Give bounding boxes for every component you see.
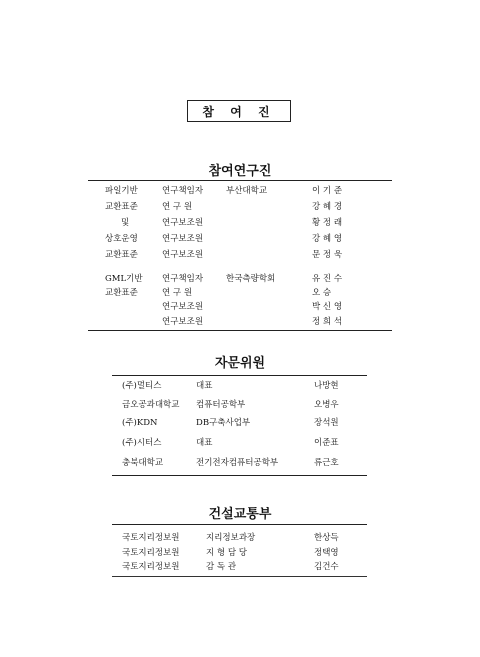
advisory-heading: 자문위원 [214, 356, 266, 371]
ministry-position: 지 형 담 당 [206, 548, 247, 558]
research-role: 연 구 원 [162, 288, 193, 298]
research-name: 이 기 준 [312, 186, 343, 196]
ministry-top-rule [112, 524, 367, 525]
ministry-name: 김건수 [314, 562, 339, 572]
ministry-heading: 건설교통부 [208, 507, 272, 522]
advisory-name: 류근호 [314, 458, 339, 468]
research-group: GML기반 [105, 274, 143, 284]
advisory-position: 컴퓨터공학부 [196, 400, 246, 410]
page-title: 참 여 진 [187, 100, 291, 122]
ministry-org: 국토지리정보원 [122, 533, 180, 543]
research-team-top-rule [88, 180, 392, 181]
research-role: 연구보조원 [162, 250, 204, 260]
research-org: 부산대학교 [226, 186, 268, 196]
advisory-name: 이준표 [314, 438, 339, 448]
research-group: 교환표준 [105, 288, 138, 298]
research-group: 파일기반 [105, 186, 138, 196]
research-org: 한국측량학회 [226, 274, 276, 284]
advisory-org: 금오공과대학교 [122, 400, 180, 410]
advisory-name: 오병우 [314, 400, 339, 410]
advisory-position: DB구축사업부 [196, 418, 251, 428]
ministry-position: 지리정보과장 [206, 533, 256, 543]
research-role: 연구책임자 [162, 186, 204, 196]
research-role: 연구보조원 [162, 218, 204, 228]
research-team-bottom-rule [88, 330, 392, 331]
advisory-position: 대표 [196, 438, 213, 448]
research-name: 유 진 수 [312, 274, 343, 284]
research-name: 황 정 래 [312, 218, 343, 228]
advisory-name: 장석원 [314, 418, 339, 428]
advisory-name: 나방현 [314, 381, 339, 391]
research-role: 연구보조원 [162, 234, 204, 244]
ministry-position: 감 독 관 [206, 562, 237, 572]
advisory-org: (주)KDN [122, 418, 158, 428]
research-name: 강 혜 경 [312, 202, 343, 212]
research-role: 연 구 원 [162, 202, 193, 212]
research-name: 오 승 [312, 288, 332, 298]
research-group: 교환표준 [105, 202, 138, 212]
research-group: 교환표준 [105, 250, 138, 260]
ministry-org: 국토지리정보원 [122, 562, 180, 572]
advisory-org: (주)멀티스 [122, 381, 162, 391]
research-name: 정 희 석 [312, 317, 343, 327]
ministry-bottom-rule [112, 576, 367, 577]
advisory-org: 충북대학교 [122, 458, 164, 468]
advisory-bottom-rule [112, 475, 367, 476]
research-role: 연구책임자 [162, 274, 204, 284]
advisory-position: 대표 [196, 381, 213, 391]
research-role: 연구보조원 [162, 302, 204, 312]
research-name: 박 신 영 [312, 302, 343, 312]
advisory-top-rule [112, 375, 367, 376]
research-group: 및 [121, 218, 130, 228]
ministry-name: 정택영 [314, 548, 339, 558]
advisory-position: 전기전자컴퓨터공학부 [196, 458, 279, 468]
research-name: 강 혜 영 [312, 234, 343, 244]
advisory-org: (주)시터스 [122, 438, 162, 448]
research-name: 문 정 욱 [312, 250, 343, 260]
ministry-name: 한상득 [314, 533, 339, 543]
research-team-heading: 참여연구진 [208, 164, 272, 179]
research-role: 연구보조원 [162, 317, 204, 327]
research-group: 상호운영 [105, 234, 138, 244]
ministry-org: 국토지리정보원 [122, 548, 180, 558]
